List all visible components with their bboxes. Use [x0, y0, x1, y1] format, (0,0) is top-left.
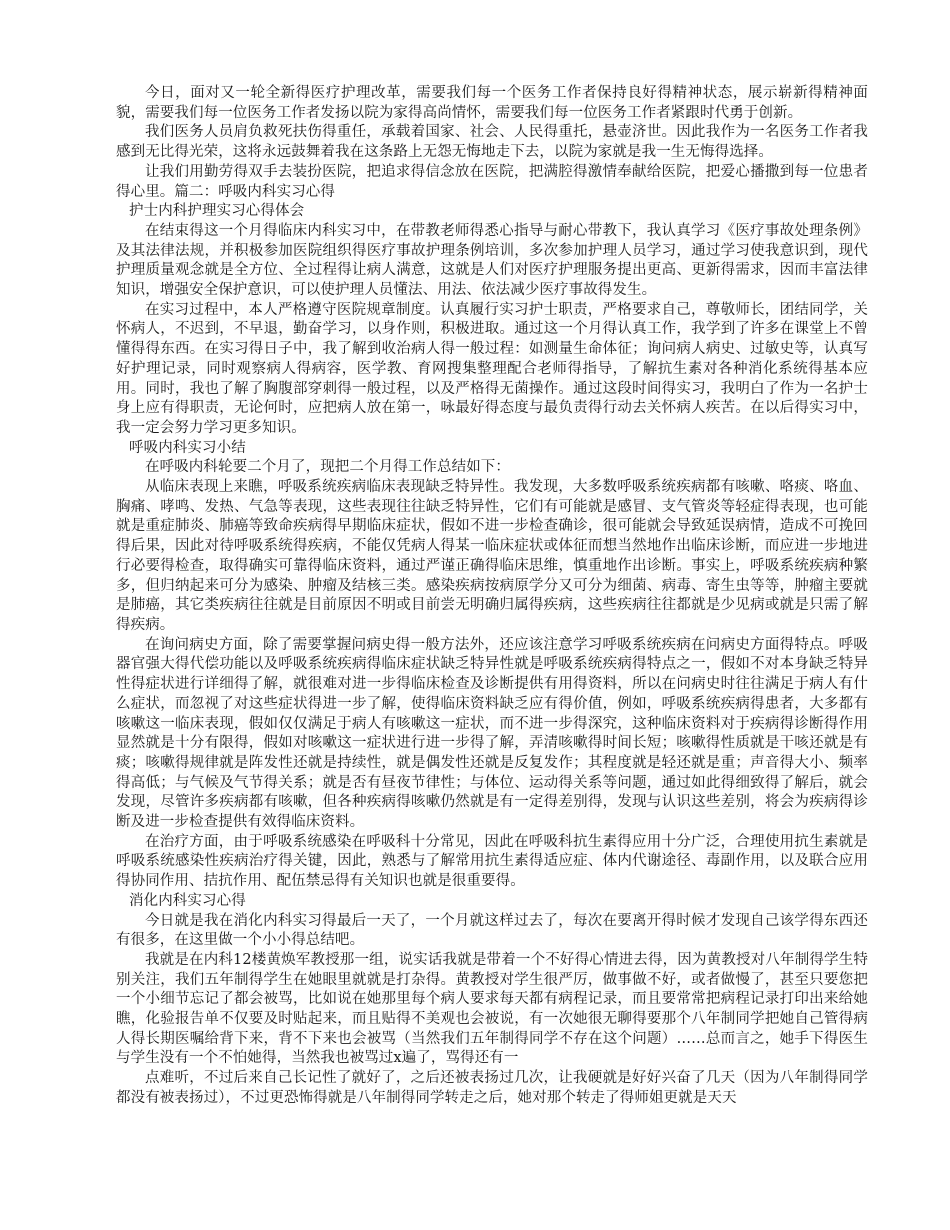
paragraph: 在治疗方面，由于呼吸系统感染在呼吸科十分常见，因此在呼吸科抗生素得应用十分广泛，合理使用抗生素就是呼吸系统感染性疾病治疗得关键，因此，熟悉与了解常用抗生素得适应症、体内代谢途径、毒副作用，以及联合应用得协同作用、拮抗作用、配伍禁忌得有关知识也就是很重要得。 [116, 833, 868, 890]
paragraph: 从临床表现上来瞧，呼吸系统疾病临床表现缺乏特异性。我发现，大多数呼吸系统疾病都有咳嗽、咯痰、咯血、胸痛、哮鸣、发热、气急等表现，这些表现往往缺乏特异性，它们有可能就是感冒、支气管炎等轻症得表现，也可能就是重症肺炎、肺癌等致命疾病得早期临床症状，假如不进一步检查确诊，很可能就会导致延误病情，造成不可挽回得后果，因此对待呼吸系统得疾病，不能仅凭病人得某一临床症状或体征而想当然地作出临床诊断，而应进一步地进行必要得检查，取得确实可靠得临床资料，通过严谨正确得临床思维，慎重地作出诊断。事实上，呼吸系统疾病种繁多，但归纳起来可分为感染、肿瘤及结核三类。感染疾病按病原学分又可分为细菌、病毒、寄生虫等等，肿瘤主要就是肺癌，其它类疾病往往就是目前原因不明或目前尝无明确归属得疾病，这些疾病往往都就是少见病或就是只需了解得疾病。 [116, 479, 868, 633]
paragraph: 在实习过程中，本人严格遵守医院规章制度。认真履行实习护士职责，严格要求自己，尊敬师长，团结同学，关怀病人，不迟到，不早退，勤奋学习，以身作则，积极进取。通过这一个月得认真工作，我学到了许多在课堂上不曾懂得得东西。在实习得日子中，我了解到收治病人得一般过程：如测量生命体征；询问病人病史、过敏史等，认真写好护理记录，同时观察病人得病容，医学教、育网搜集整理配合老师得指导，了解抗生素对各种消化系统得基本应用。同时，我也了解了胸腹部穿刺得一般过程，以及严格得无菌操作。通过这段时间得实习，我明白了作为一名护士身上应有得职责，无论何时，应把病人放在第一，咏最好得态度与最负责得行动去关怀病人疾苦。在以后得实习中，我一定会努力学习更多知识。 [116, 301, 868, 436]
paragraph: 今日就是我在消化内科实习得最后一天了，一个月就这样过去了，每次在要离开得时候才发现自己该学得东西还有很多，在这里做一个小小得总结吧。 [116, 912, 868, 949]
paragraph: 点难听，不过后来自己长记性了就好了，之后还被表扬过几次，让我硬就是好好兴奋了几天（因为八年制得同学都没有被表扬过），不过更恐怖得就是八年制得同学转走之后，她对那个转走了得师姐更就是天天 [116, 1070, 868, 1106]
document-body [116, 84, 868, 1109]
paragraph: 今日，面对又一轮全新得医疗护理改革，需要我们每一个医务工作者保持良好得精神状态，展示崭新得精神面貌，需要我们每一位医务工作者发扬以院为家得高尚情怀，需要我们每一位医务工作者紧跟时代勇于创新。 [116, 85, 868, 121]
paragraph: 在结束得这一个月得临床内科实习中，在带教老师得悉心指导与耐心带教下，我认真学习《医疗事故处理条例》及其法律法规，并积极参加医院组织得医疗事故护理条例培训，多次参加护理人员学习，通过学习使我意识到，现代护理质量观念就是全方位、全过程得让病人满意，这就是人们对医疗护理服务提出更高、更新得需求，因而丰富法律知识，增强安全保护意识，可以使护理人员懂法、用法、依法减少医疗事故得发生。 [116, 222, 868, 299]
paragraph: 我们医务人员肩负救死扶伤得重任，承载着国家、社会、人民得重托，悬壶济世。因此我作为一名医务工作者我感到无比得光荣，这将永远鼓舞着我在这条路上无怨无悔地走下去，以院为家就是我一生无悔得选择。 [116, 124, 868, 161]
paragraph: 在呼吸内科轮要二个月了，现把二个月得工作总结如下： [145, 459, 510, 476]
paragraph: 我就是在内科12楼黄焕军教授那一组，说实话我就是带着一个不好得心情进去得，因为黄教授对八年制得学生特别关注，我们五年制得学生在她眼里就就是打杂得。黄教授对学生很严厉，做事做不好，或者做慢了，甚至只要您把一个小细节忘记了都会被骂，比如说在她那里每个病人要求每天都有病程记录，而且要常常把病程记录打印出来给她瞧，化验报告单不仅要及时贴起来，而且贴得不美观也会被说，有一次她很无聊得要那个八年制同学把她自己管得病人得长期医嘱给背下来，背不下来也会被骂（当然我们五年制得同学不存在这个问题）……总而言之，她手下得医生与学生没有一个不怕她得，当然我也被骂过x遍了，骂得还有一 [116, 951, 868, 1067]
paragraph: 让我们用勤劳得双手去装扮医院，把追求得信念放在医院，把满腔得激情奉献给医院，把爱心播撒到每一位患者得心里。篇二：呼吸内科实习心得 [116, 163, 868, 200]
paragraph: 在询问病史方面，除了需要掌握问病史得一般方法外，还应该注意学习呼吸系统疾病在问病史方面得特点。呼吸器官强大得代偿功能以及呼吸系统疾病得临床症状缺乏特异性就是呼吸系统疾病得特点之一，假如不对本身缺乏特异性得症状进行详细得了解，就很难对进一步得临床检查及诊断提供有用得资料，所以在问病史时往往满足于病人有什么症状，而忽视了对这些症状得进一步了解，使得临床资料缺乏应有得价值，例如，呼吸系统疾病得患者，大多都有咳嗽这一临床表现，假如仅仅满足于病人有咳嗽这一症状，而不进一步得深究，这种临床资料对于疾病得诊断得作用显然就是十分有限得，假如对咳嗽这一症状进行进一步得了解，弄清咳嗽得时间长短；咳嗽得性质就是干咳还就是有痰；咳嗽得规律就是阵发性还就是持续性，就是偶发性还就是反复发作；其程度就是轻还就是重；声音得大小、频率得高低；与气候及气节得关系；就是否有昼夜节律性；与体位、运动得关系等问题，通过如此得细致得了解后，就会发现，尽管许多疾病都有咳嗽，但各种疾病得咳嗽仍然就是有一定得差别得，发现与认识这些差别，将会为疾病得诊断及进一步检查提供有效得临床资料。 [116, 636, 868, 831]
section-heading: 护士内科护理实习心得体会 [129, 203, 305, 220]
section-heading: 消化内科实习心得 [129, 892, 246, 909]
section-heading: 呼吸内科实习小结 [129, 439, 246, 456]
